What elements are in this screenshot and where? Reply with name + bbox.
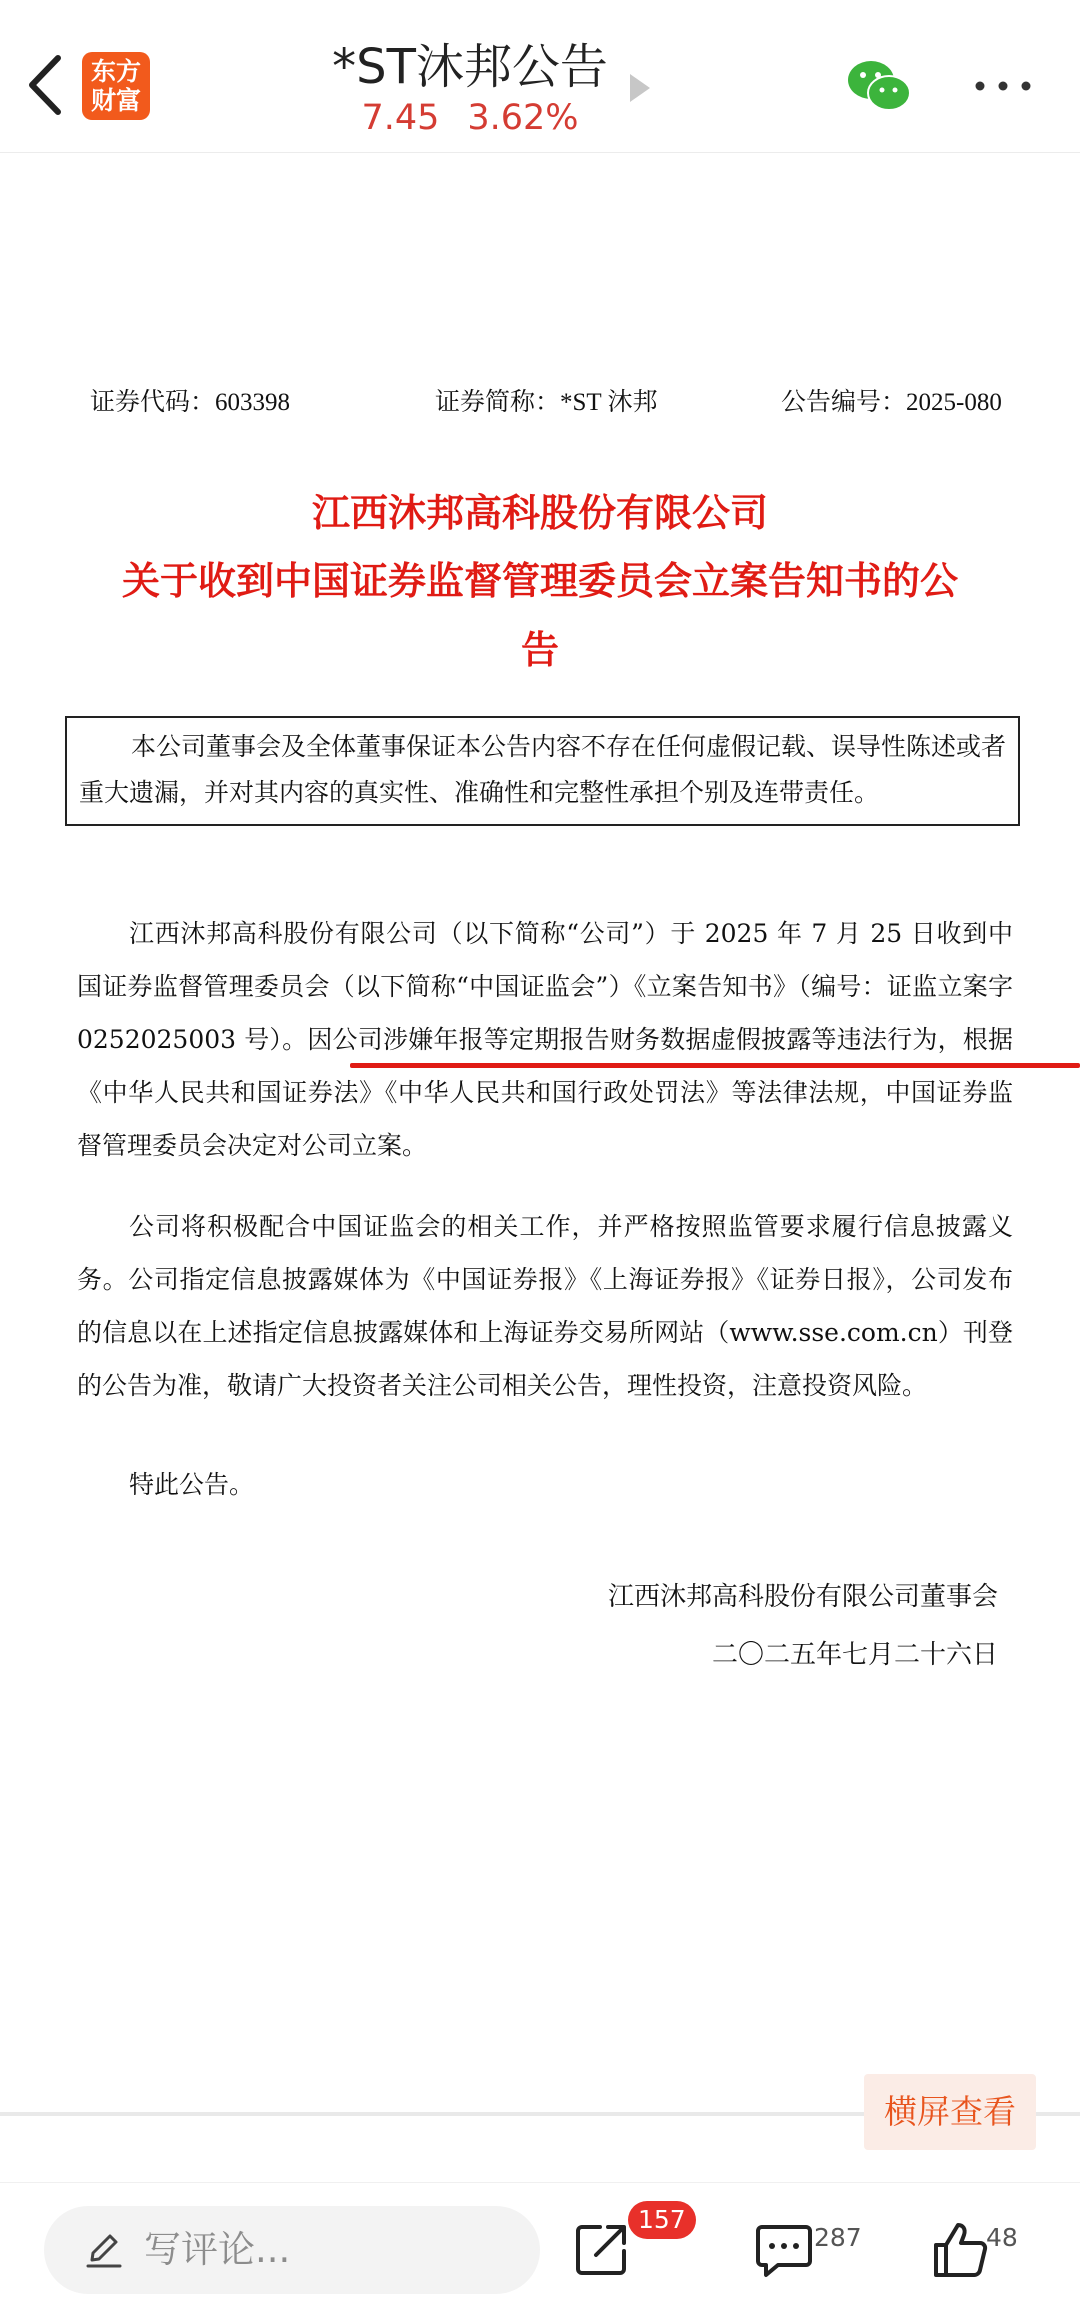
disclaimer-box: 本公司董事会及全体董事保证本公告内容不存在任何虚假记载、误导性陈述或者重大遗漏，并对其内容的真实性、准确性和完整性承担个别及连带责任。: [65, 716, 1020, 826]
signature-date: 二〇二五年七月二十六日: [711, 1640, 998, 1670]
body-paragraph-3: 特此公告。: [129, 1470, 255, 1499]
chevron-left-icon[interactable]: [22, 50, 72, 120]
like-icon[interactable]: [930, 2219, 992, 2281]
landscape-view-button[interactable]: 横屏查看: [864, 2074, 1036, 2150]
play-icon[interactable]: [630, 74, 650, 102]
signature-org: 江西沐邦高科股份有限公司董事会: [607, 1582, 998, 1612]
heading-line-3: 告: [520, 627, 559, 672]
comment-count: 287: [814, 2223, 862, 2252]
page-title[interactable]: *ST沐邦公告: [332, 39, 608, 95]
security-code: 证券代码：603398: [90, 389, 291, 416]
heading-line-1: 江西沐邦高科股份有限公司: [311, 490, 768, 535]
red-underline-annotation: [350, 1063, 1080, 1068]
bottom-action-bar: [0, 2182, 1080, 2318]
like-count: 48: [986, 2223, 1018, 2252]
stock-quote[interactable]: [290, 98, 650, 138]
more-dots-icon[interactable]: [972, 76, 1034, 96]
share-icon[interactable]: [574, 2221, 630, 2277]
pencil-icon: [84, 2230, 124, 2270]
app-logo[interactable]: 东方 财富: [82, 52, 150, 120]
notice-number: 公告编号：2025-080: [781, 389, 1002, 416]
body-paragraph-1: 江西沐邦高科股份有限公司（以下简称“公司”）于 2025 年 7 月 25 日收到中国证券监督管理委员会（以下简称“中国证监会”）《立案告知书》（编号：证监立案字 0252025003 号）。因公司涉嫌年报等定期报告财务数据虚假披露等违法行为，根据《中华人民共和国证券法》《中华人民共和国行政处罚法》等法律法规，中国证券监督管理委员会决定对公司立案。: [77, 919, 1013, 1160]
comment-input[interactable]: [44, 2206, 540, 2294]
body-paragraph-2: 公司将积极配合中国证监会的相关工作，并严格按照监管要求履行信息披露义务。公司指定信息披露媒体为《中国证券报》《上海证券报》《证券日报》，公司发布的信息以在上述指定信息披露媒体和上海证券交易所网站（www.sse.com.cn）刊登的公告为准，敬请广大投资者关注公司相关公告，理性投资，注意投资风险。: [77, 1212, 1013, 1400]
wechat-icon[interactable]: [846, 58, 912, 114]
heading-line-2: 关于收到中国证券监督管理委员会立案告知书的公: [121, 558, 958, 603]
comment-placeholder: 写评论...: [144, 2228, 291, 2271]
security-short-name: 证券简称：*ST 沐邦: [435, 389, 658, 416]
comment-icon[interactable]: [754, 2223, 814, 2279]
stock-price: 7.45: [361, 98, 440, 138]
stock-change: 3.62%: [467, 98, 579, 138]
top-bar: [0, 0, 1080, 153]
share-count-badge: 157: [628, 2201, 696, 2239]
